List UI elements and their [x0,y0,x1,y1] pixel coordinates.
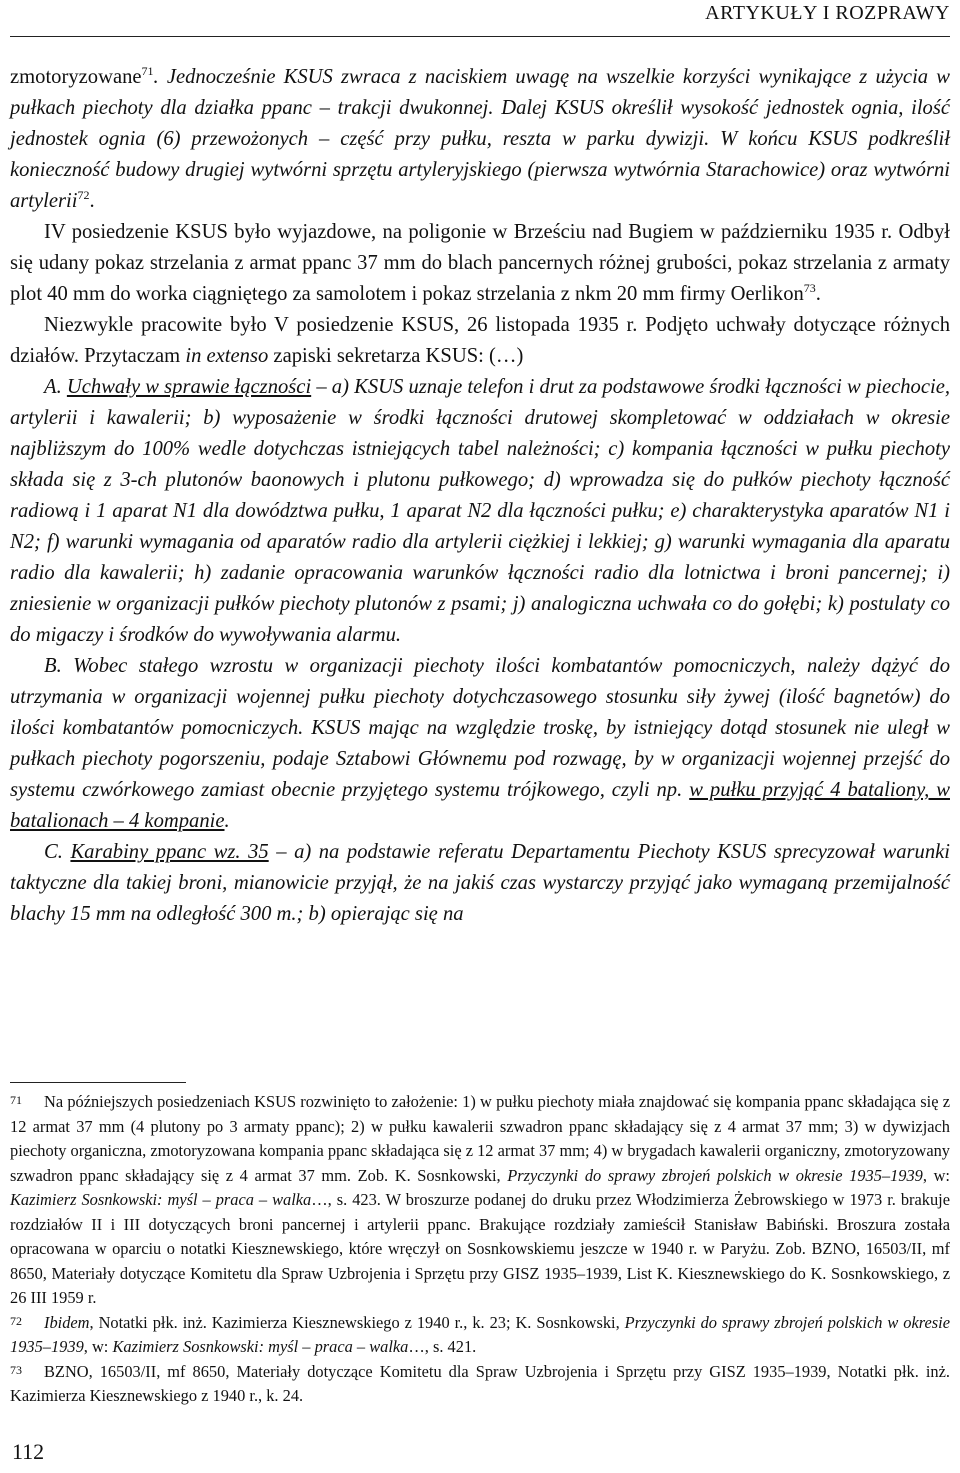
paragraph-2 [10,217,950,310]
underlined-heading: Uchwały w sprawie łączności [66,376,312,398]
paragraph-text: Niezwykle pracowite było V posiedzenie KSUS, 26 listopada 1935 r. Podjęto uchwały dotyczące różnych działów. Przytaczam [10,314,950,367]
footnote-title: Ibidem [44,1312,90,1332]
main-text [10,62,950,930]
footnote-title: Kazimierz Sosnkowski: myśl – praca – walka [10,1190,312,1209]
footnote-73 [10,1360,950,1409]
footnote-text: …, s. 423. W broszurze podanej do druku przez Włodzimierza Żebrowskiego w 1973 r. brakuje rozdziałów II i III dotyczących broni pancernej i artylerii ppanc. Brakujące rozdziały zamieścił Stanisław Babiński. Broszura została opracowana w oparciu o notatki Kiesznewskiego, które wręczył on Sosnkowskiemu jeszcze w 1940 r. w Paryżu. Zob. BZNO, 16503/II, mf 8650, Materiały dotyczące Komitetu dla Spraw Uzbrojenia i Sprzętu przy GISZ 1935–1939, List K. Kiesznewskiego do K. Sosnkowskiego, z 26 III 1959 r. [10,1190,950,1307]
paragraph-text: zmotoryzowane [10,66,142,88]
header-rule [10,36,950,37]
footnote-text: Na późniejszych posiedzeniach KSUS rozwinięto to założenie: 1) w pułku piechoty miała znajdować się kompania ppanc składająca się z 12 armat 37 mm (4 plutony po 3 armaty ppanc); 2) w pułku kawalerii szwadron ppanc składający się z 4 armat 37 mm; 3) w dywizjach piechoty organiczna, zmotoryzowana kompania ppanc składająca się z 12 armat 37 mm; 4) w brygadach kawalerii organiczny, zmotoryzowany szwadron ppanc składający się z 4 armat 37 mm. Zob. K. Sosnkowski, [10,1092,950,1185]
footnote-title: Przyczynki do sprawy zbrojeń polskich w okresie 1935–1939 [10,1312,950,1356]
footnote-ref-73[interactable]: 73 [803,281,816,296]
paragraph-1 [10,62,950,217]
footnote-number: 71 [10,1093,22,1107]
paragraph-text: C. [44,841,71,863]
paragraph-text: zapiski sekretarza KSUS: (…) [268,345,524,367]
paragraph-text: A. [44,376,67,398]
footnote-number: 73 [10,1362,22,1377]
paragraph-text: – a) KSUS uznaje telefon i drut za podstawowe środki łączności w piechocie, artylerii i kawalerii; b) wyposażenie w środki łączności drutowej skompletować w oddziałach w okresie najbliższym do 100% wedle dotychczas istniejących tabel należności; c) kompania łączności w pułku piechoty składa się z 3-ch plutonów baonowych i plutonu pułkowego; d) wprowadza się do pułków piechoty łączność radiową i 1 aparat N1 dla dowództwa pułku, 1 aparat N2 dla łączności pułku; e) charakterystyka aparatów N1 i N2; f) warunki wymagania od aparatów radio dla artylerii ciężkiej i lekkiej; g) warunki wymagania dla aparatu radio dla kawalerii; h) zadanie opracowania warunków łączności radio dla lotnictwa i broni pancernej; i) zniesienie w organizacji pułków piechoty plutonów z psami; j) analogiczna uchwała co do gołębi; k) postulaty co do migaczy i środków do wywoływania alarmu. [10,376,950,646]
running-header: ARTYKUŁY I ROZPRAWY [705,2,950,24]
page-number: 112 [12,1439,45,1464]
paragraph-text: . [224,810,230,832]
footnote-title: Kazimierz Sosnkowski: myśl – praca – walka [112,1337,409,1356]
paragraph-text: . [815,283,821,305]
footnote-text: , Notatki płk. inż. Kazimierza Kiesznewskiego z 1940 r., k. 23; K. Sosnkowski, [89,1312,625,1332]
footnote-ref-72[interactable]: 72 [77,188,90,203]
underlined-phrase: w pułku przyjąć 4 bataliony, w batalionach – 4 kompanie [10,779,950,832]
italic-phrase: in extenso [185,345,269,367]
footnote-text: BZNO, 16503/II, mf 8650, Materiały dotyczące Komitetu dla Spraw Uzbrojenia i Sprzętu przy GISZ 1935–1939, Notatki płk. inż. Kazimierza Kiesznewskiego z 1940 r., k. 24. [10,1361,950,1405]
footnote-text: , w: [922,1165,950,1185]
paragraph-3 [10,310,950,372]
paragraph-text: . [89,190,95,212]
paragraph-4 [10,372,950,651]
footnote-72 [10,1311,950,1360]
paragraph-text: – a) na podstawie referatu Departamentu Piechoty KSUS sprecyzował warunki taktyczne dla takiej broni, mianowicie przyjął, że na jakiś czas wystarczy przyjąć jako wymaganą przemijalność blachy 15 mm na odległość 300 m.; b) opierając się na [10,841,950,925]
footnote-number: 72 [10,1313,22,1328]
footnote-71 [10,1090,950,1311]
paragraph-6 [10,837,950,930]
underlined-heading: Karabiny ppanc wz. 35 [70,841,269,863]
footnote-separator [10,1082,186,1083]
paragraph-text: . Jednocześnie KSUS zwraca z naciskiem uwagę na wszelkie korzyści wynikające z użycia w pułkach piechoty dla działka ppanc – trakcji dwukonnej. Dalej KSUS określił wysokość jednostek ognia, ilość jednostek ognia (6) przewożonych – część przy pułku, reszta w parku dywizji. W końcu KSUS podkreślił konieczność budowy drugiej wytwórni sprzętu artyleryjskiego (pierwsza wytwórnia Starachowice) oraz wytwórni artylerii [10,66,950,212]
footnote-title: Przyczynki do sprawy zbrojeń polskich w okresie 1935–1939 [507,1165,923,1185]
paragraph-5 [10,651,950,837]
footnotes [10,1090,950,1409]
paragraph-text: IV posiedzenie KSUS było wyjazdowe, na poligonie w Brześciu nad Bugiem w październiku 1935 r. Odbył się udany pokaz strzelania z armat ppanc 37 mm do blach pancernych różnej grubości, pokaz strzelania z armaty plot 40 mm do worka ciągniętego za samolotem i pokaz strzelania z nkm 20 mm firmy Oerlikon [10,221,950,305]
footnote-text: , w: [83,1337,113,1356]
paragraph-text: B. Wobec stałego wzrostu w organizacji piechoty ilości kombatantów pomocniczych, należy dążyć do utrzymania w organizacji wojennej pułku piechoty dotychczasowego stosunku siły żywej (ilość bagnetów) do ilości kombatantów pomocniczych. KSUS mając na względzie troskę, by istniejący dotąd stosunek nie uległ w pułkach piechoty pogorszeniu, podaje Sztabowi Głównemu pod rozwagę, by w organizacji wojennej przejść do systemu czwórkowego zamiast obecnie przyjętego systemu trójkowego, czyli np. [10,655,950,801]
footnote-text: …, s. 421. [408,1337,477,1356]
footnote-ref-71[interactable]: 71 [141,64,154,79]
